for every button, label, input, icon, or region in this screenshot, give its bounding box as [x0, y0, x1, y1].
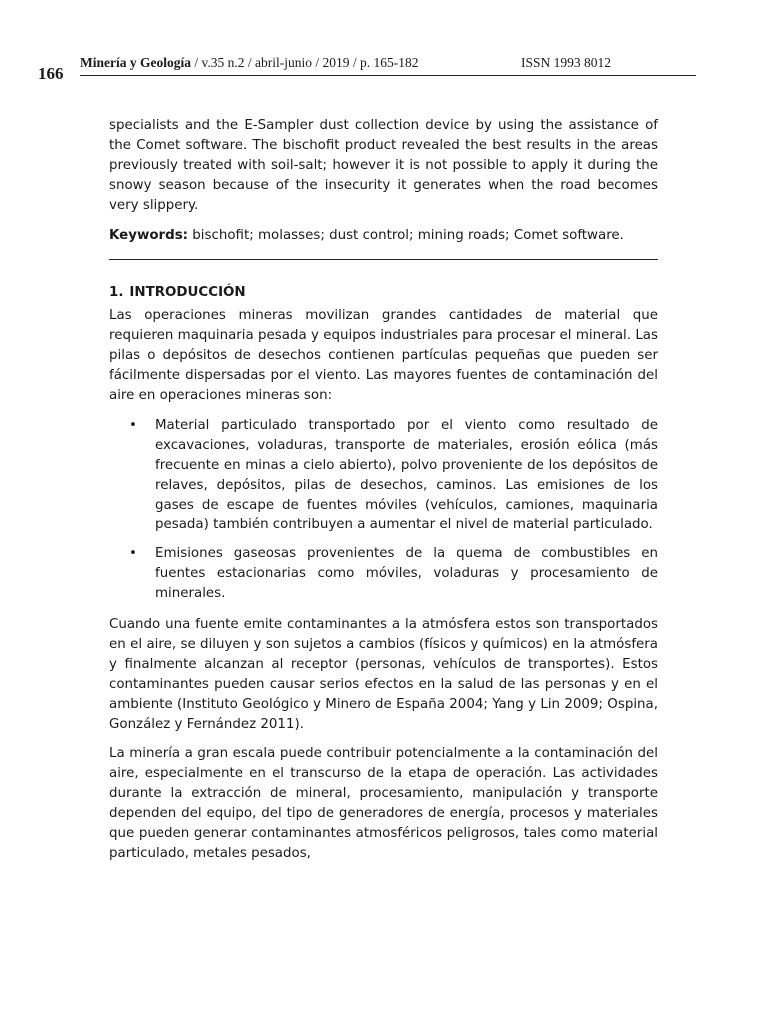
issn: ISSN 1993 8012	[521, 55, 612, 70]
section-divider	[109, 259, 658, 260]
section-title: INTRODUCCIÓN	[129, 285, 246, 301]
intro-paragraph-2: Cuando una fuente emite contaminantes a la atmósfera estos son transportados en el aire, se diluyen y son sujetos a cambios (físicos y químicos) en la atmósfera y finalmente alcanzan al receptor (personas, vehículos de transportes). Estos contaminantes pueden causar serios efectos en la salud de las personas y en el ambiente (Instituto Geológico y Minero de España 2004; Yang y Lin 2009; Ospina, González y Fernández 2011).	[109, 617, 658, 732]
list-item	[129, 416, 658, 535]
section-heading	[109, 283, 658, 303]
keywords-label: Keywords:	[109, 227, 189, 243]
list-item-text: Emisiones gaseosas provenientes de la quema de combustibles en fuentes estacionarias como móviles, voladuras y procesamiento de minerales.	[155, 546, 658, 602]
page-number: 166	[38, 64, 64, 83]
page-content	[109, 116, 658, 874]
section-number: 1.	[109, 285, 124, 301]
bullet-icon: •	[129, 417, 137, 433]
header-rule	[80, 75, 696, 76]
keywords	[109, 226, 658, 246]
keywords-list: bischofit; molasses; dust control; mining roads; Comet software.	[188, 227, 624, 243]
list-item	[129, 544, 658, 604]
journal-name: Minería y Geología	[80, 55, 191, 70]
pollution-sources-list	[109, 416, 658, 604]
intro-paragraph-1: Las operaciones mineras movilizan grandes cantidades de material que requieren maquinaria pesada y equipos industriales para procesar el mineral. Las pilas o depósitos de desechos contienen partículas pequeñas que pueden ser fácilmente dispersadas por el viento. Las mayores fuentes de contaminación del aire en operaciones mineras son:	[109, 308, 658, 403]
issue-citation: / v.35 n.2 / abril-junio / 2019 / p. 165-182	[190, 55, 419, 70]
bullet-icon: •	[129, 546, 137, 562]
intro-paragraph-3: La minería a gran escala puede contribuir potencialmente a la contaminación del aire, especialmente en el transcurso de la etapa de operación. Las actividades durante la extracción de mineral, procesamiento, manipulación y transporte dependen del equipo, del tipo de generadores de energía, procesos y materiales que pueden generar contaminantes atmosféricos peligrosos, tales como material particulado, metales pesados,	[109, 746, 658, 861]
abstract-continuation: specialists and the E-Sampler dust collection device by using the assistance of the Comet software. The bischofit product revealed the best results in the areas previously treated with soil-salt; however it is not possible to apply it during the snowy season because of the insecurity it generates when the road becomes very slippery.	[109, 118, 658, 213]
running-header	[80, 55, 696, 75]
list-item-text: Material particulado transportado por el viento como resultado de excavaciones, voladuras, transporte de materiales, erosión eólica (más frecuente en minas a cielo abierto), polvo proveniente de los depósitos de relaves, depósitos, pilas de desechos, caminos. Las emisiones de los gases de escape de fuentes móviles (vehículos, camiones, maquinaria pesada) también contribuyen a aumentar el nivel de material particulado.	[155, 417, 658, 533]
